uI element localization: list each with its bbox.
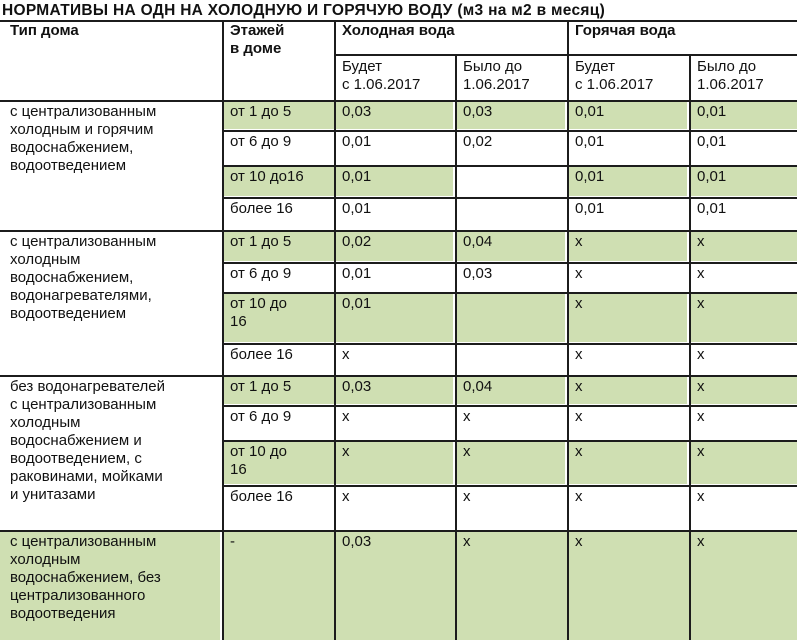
hot-new-cell: 0,01: [575, 133, 605, 150]
floors-header: Этажей в доме: [230, 22, 285, 57]
hot-will-be-header: Будет с 1.06.2017: [575, 58, 654, 93]
cold-column-line: [334, 20, 336, 640]
house-type-cell: с централизованным холодным водоснабжением, без централизованного водоотведения: [10, 533, 161, 622]
house-type-cell: без водонагревателей с централизованным холодным водоснабжением и водоотведением, с раковинами, мойками и унитазами: [10, 378, 166, 503]
subheader-line: [334, 54, 797, 56]
hot-old-cell: 0,01: [697, 103, 727, 120]
hot-new-cell: 0,01: [575, 103, 605, 120]
hot-old-cell: х: [697, 265, 705, 282]
cold-will-be-header: Будет с 1.06.2017: [342, 58, 421, 93]
group-divider: [0, 530, 797, 532]
hot-new-cell: 0,01: [575, 168, 605, 185]
hot-old-cell: 0,01: [697, 200, 727, 217]
page-title: НОРМАТИВЫ НА ОДН НА ХОЛОДНУЮ И ГОРЯЧУЮ ВОДУ (м3 на м2 в месяц): [2, 2, 606, 19]
hot-new-cell: х: [575, 443, 583, 460]
floors-cell: от 1 до 5: [230, 378, 292, 395]
highlight-fill: [457, 294, 565, 342]
cold-new-cell: 0,03: [342, 378, 372, 395]
cold-old-cell: х: [463, 443, 471, 460]
hot-old-cell: х: [697, 295, 705, 312]
row-divider: [222, 343, 797, 345]
row-divider: [222, 262, 797, 264]
cold-old-cell: 0,03: [463, 265, 493, 282]
hot-water-header: Горячая вода: [575, 22, 676, 39]
cold-new-cell: 0,02: [342, 233, 372, 250]
group-divider: [0, 375, 797, 377]
cold-water-header: Холодная вода: [342, 22, 455, 39]
floors-cell: от 1 до 5: [230, 233, 292, 250]
cold-old-column-line: [455, 54, 457, 640]
hot-new-cell: х: [575, 346, 583, 363]
body-top-line: [0, 100, 797, 102]
house-type-header: Тип дома: [10, 22, 79, 39]
cold-new-cell: 0,01: [342, 265, 372, 282]
hot-old-column-line: [689, 54, 691, 640]
floors-cell: более 16: [230, 200, 293, 217]
row-divider: [222, 405, 797, 407]
floors-cell: более 16: [230, 488, 293, 505]
cold-new-cell: 0,03: [342, 103, 372, 120]
row-divider: [222, 165, 797, 167]
header-top-line: [0, 20, 797, 22]
floors-cell: от 10 до 16: [230, 295, 287, 330]
hot-old-cell: 0,01: [697, 133, 727, 150]
hot-old-cell: х: [697, 533, 705, 550]
cold-new-cell: х: [342, 443, 350, 460]
cold-new-cell: х: [342, 408, 350, 425]
hot-old-cell: х: [697, 378, 705, 395]
hot-new-cell: 0,01: [575, 200, 605, 217]
hot-new-cell: х: [575, 233, 583, 250]
floors-cell: -: [230, 533, 235, 550]
row-divider: [222, 197, 797, 199]
hot-new-cell: х: [575, 265, 583, 282]
hot-new-cell: х: [575, 408, 583, 425]
hot-new-cell: х: [575, 378, 583, 395]
group-divider: [0, 230, 797, 232]
hot-old-cell: х: [697, 346, 705, 363]
cold-old-cell: 0,04: [463, 233, 493, 250]
floors-cell: от 10 до 16: [230, 443, 287, 478]
hot-was-until-header: Было до 1.06.2017: [697, 58, 764, 93]
cold-new-cell: 0,01: [342, 168, 372, 185]
cold-new-cell: 0,01: [342, 295, 372, 312]
hot-old-cell: х: [697, 233, 705, 250]
floors-cell: от 6 до 9: [230, 265, 292, 282]
floors-cell: более 16: [230, 346, 293, 363]
cold-new-cell: х: [342, 346, 350, 363]
hot-new-cell: х: [575, 295, 583, 312]
row-divider: [222, 485, 797, 487]
row-divider: [222, 440, 797, 442]
cold-old-cell: х: [463, 533, 471, 550]
floors-cell: от 6 до 9: [230, 133, 292, 150]
cold-new-cell: 0,01: [342, 200, 372, 217]
cold-old-cell: х: [463, 408, 471, 425]
house-type-cell: с централизованным холодным водоснабжением, водонагревателями, водоотведением: [10, 233, 157, 322]
hot-new-cell: х: [575, 533, 583, 550]
row-divider: [222, 292, 797, 294]
cold-old-cell: х: [463, 488, 471, 505]
hot-old-cell: х: [697, 488, 705, 505]
hot-column-line: [567, 20, 569, 640]
cold-old-cell: 0,03: [463, 103, 493, 120]
hot-old-cell: х: [697, 443, 705, 460]
cold-old-cell: 0,04: [463, 378, 493, 395]
cold-new-cell: 0,01: [342, 133, 372, 150]
floors-cell: от 6 до 9: [230, 408, 292, 425]
floors-column-line: [222, 20, 224, 640]
cold-old-cell: 0,02: [463, 133, 493, 150]
hot-new-cell: х: [575, 488, 583, 505]
cold-new-cell: 0,03: [342, 533, 372, 550]
cold-new-cell: х: [342, 488, 350, 505]
row-divider: [222, 130, 797, 132]
hot-old-cell: х: [697, 408, 705, 425]
house-type-cell: с централизованным холодным и горячим водоснабжением, водоотведением: [10, 103, 157, 174]
cold-was-until-header: Было до 1.06.2017: [463, 58, 530, 93]
hot-old-cell: 0,01: [697, 168, 727, 185]
floors-cell: от 1 до 5: [230, 103, 292, 120]
floors-cell: от 10 до16: [230, 168, 304, 185]
